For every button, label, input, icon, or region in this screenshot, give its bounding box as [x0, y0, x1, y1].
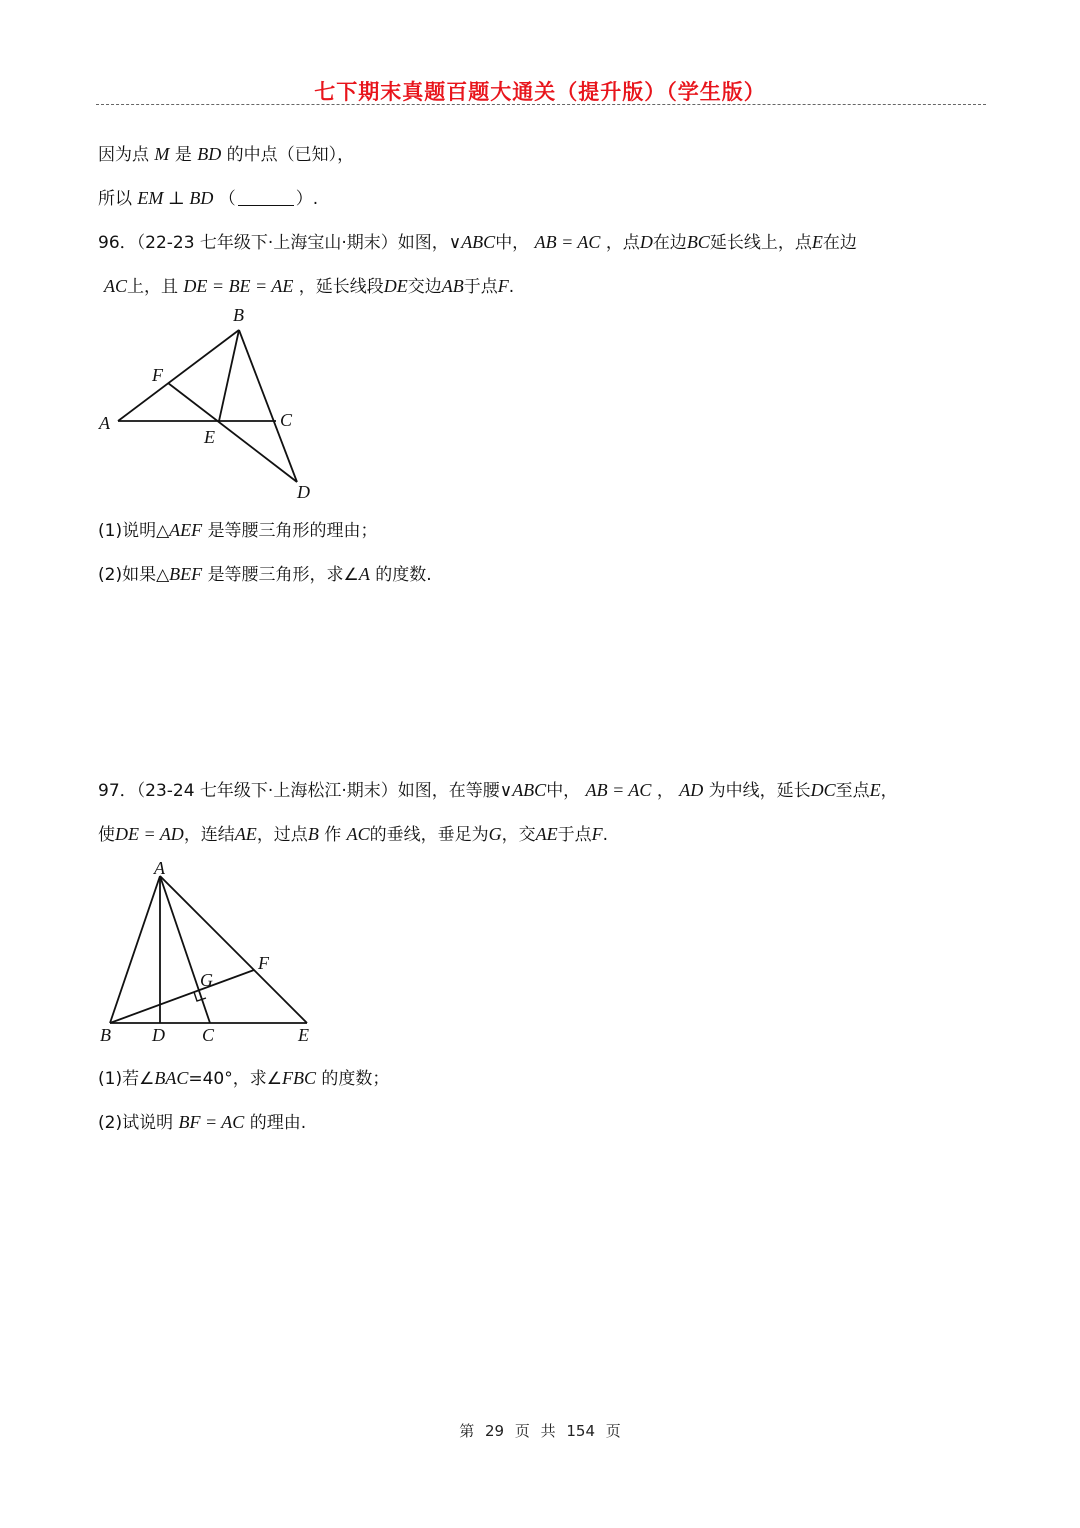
q96-label-D: D — [297, 482, 310, 502]
header-divider — [96, 104, 986, 105]
prev-line-2: 所以 EM ⊥ BD （ ）. — [98, 188, 319, 209]
q96-label-F: F — [152, 365, 163, 385]
q96-label-A: A — [99, 413, 110, 433]
q96-segment-AB — [118, 330, 239, 421]
q97-label-E: E — [298, 1025, 309, 1045]
q96-line-1: 96．（22-23 七年级下·上海宝山·期末）如图，∨ABC中， AB = AC ，点D在边BC延长线上，点E在边 — [98, 232, 857, 253]
q97-label-G: G — [200, 970, 213, 990]
q96-label-C: C — [280, 410, 293, 430]
q96-label-E: E — [204, 427, 215, 447]
q97-segment-AE — [160, 876, 307, 1023]
q97-line-2: 使DE = AD，连结AE，过点B 作 AC的垂线，垂足为G，交AE于点F. — [98, 824, 609, 845]
q97-part-2: (2)试说明 BF = AC 的理由. — [98, 1112, 307, 1133]
page-header-title: 七下期末真题百题大通关（提升版）（学生版） — [314, 80, 766, 104]
q96-part-2: (2)如果△BEF 是等腰三角形，求∠A 的度数. — [98, 564, 432, 585]
q96-figure — [0, 300, 340, 514]
q97-label-C: C — [202, 1025, 215, 1045]
q96-label-B: B — [233, 305, 244, 325]
q96-line-2: AC上，且 DE = BE = AE ，延长线段DE交边AB于点F. — [104, 276, 515, 297]
q97-label-F: F — [258, 953, 269, 973]
q97-segment-AB — [110, 876, 160, 1023]
q97-label-A: A — [154, 858, 165, 878]
prev-line-1: 因为点 M 是 BD 的中点（已知）， — [98, 144, 355, 165]
q97-label-B: B — [100, 1025, 111, 1045]
q96-part-1: (1)说明△AEF 是等腰三角形的理由； — [98, 520, 378, 541]
q97-part-1: (1)若∠BAC=40°，求∠FBC 的度数； — [98, 1068, 390, 1089]
page-footer: 第 29 页 共 154 页 — [459, 1422, 621, 1440]
q97-line-1: 97．（23-24 七年级下·上海松江·期末）如图，在等腰∨ABC中， AB = AC ， AD 为中线，延长DC至点E， — [98, 780, 898, 801]
q97-label-D: D — [152, 1025, 165, 1045]
q97-segment-BF — [110, 970, 254, 1023]
answer-blank — [238, 189, 294, 206]
q97-figure — [0, 850, 330, 1054]
